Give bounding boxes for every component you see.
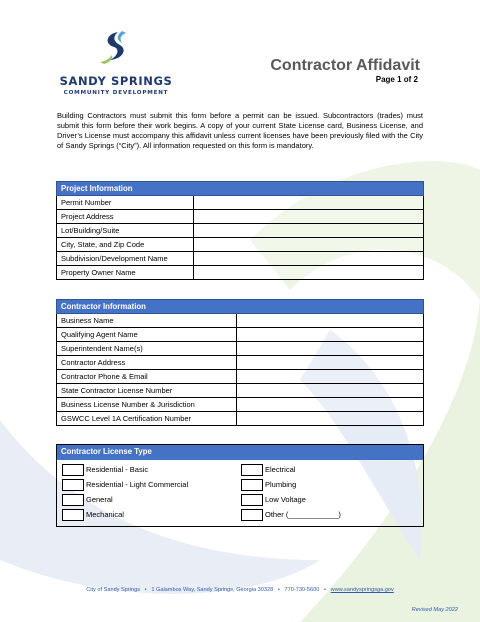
contractor-phone-email-field[interactable] <box>236 370 423 384</box>
project-address-field[interactable] <box>193 210 423 224</box>
table-row <box>57 196 424 210</box>
table-row <box>57 210 424 224</box>
field-label: Contractor Address <box>57 356 237 370</box>
checkbox[interactable] <box>62 479 84 491</box>
field-label: Permit Number <box>57 196 194 210</box>
checkbox[interactable] <box>241 494 263 506</box>
website-link[interactable]: www.sandyspringsga.gov <box>330 587 394 593</box>
field-label: Contractor Phone & Email <box>57 370 237 384</box>
license-type-section <box>56 444 424 527</box>
table-row <box>57 412 424 426</box>
footer <box>0 587 480 593</box>
lot-building-suite-field[interactable] <box>193 224 423 238</box>
qualifying-agent-field[interactable] <box>236 328 423 342</box>
checkbox[interactable] <box>62 509 84 521</box>
option-label: Mechanical <box>86 510 124 519</box>
superintendent-field[interactable] <box>236 342 423 356</box>
contractor-address-field[interactable] <box>236 356 423 370</box>
option-label: General <box>86 495 113 504</box>
table-row <box>57 238 424 252</box>
field-label: Business License Number & Jurisdiction <box>57 398 237 412</box>
brand-name: SANDY SPRINGS <box>59 74 173 88</box>
option-label: Other (____________) <box>265 510 341 519</box>
property-owner-field[interactable] <box>193 266 423 280</box>
footer-separator: • <box>277 587 280 593</box>
checkbox[interactable] <box>241 464 263 476</box>
sandy-springs-logo <box>56 30 176 100</box>
table-row <box>57 384 424 398</box>
field-label: Project Address <box>57 210 194 224</box>
footer-address: 1 Galambos Way, Sandy Springs, Georgia 30328 <box>151 587 274 593</box>
business-license-field[interactable] <box>236 398 423 412</box>
field-label: Subdivision/Development Name <box>57 252 194 266</box>
table-row <box>57 314 424 328</box>
footer-phone: 770-730-5600 <box>284 587 320 593</box>
option-label: Plumbing <box>265 480 297 489</box>
field-label: Qualifying Agent Name <box>57 328 237 342</box>
option-label: Residential - Light Commercial <box>86 480 189 489</box>
table-row <box>57 370 424 384</box>
logo-mark-icon <box>96 30 132 66</box>
city-state-zip-field[interactable] <box>193 238 423 252</box>
intro-paragraph: Building Contractors must submit this form before a permit can be issued. Subcontractors (trades) must submit this form before their work begins. A copy of your current State License card, Business License, and Driver’s License must accompany this affidavit unless current licenses have been previously filed with the City of Sandy Springs (“City”). All information requested on this form is mandatory. <box>57 111 423 150</box>
table-row <box>57 398 424 412</box>
business-name-field[interactable] <box>236 314 423 328</box>
table-row <box>57 356 424 370</box>
option-label: Residential - Basic <box>86 465 149 474</box>
field-label: Property Owner Name <box>57 266 194 280</box>
subdivision-name-field[interactable] <box>193 252 423 266</box>
page-number: Page 1 of 2 <box>375 75 418 84</box>
field-label: Business Name <box>57 314 237 328</box>
field-label: State Contractor License Number <box>57 384 237 398</box>
table-row <box>57 266 424 280</box>
table-row <box>57 252 424 266</box>
table-row <box>57 224 424 238</box>
table-row <box>57 328 424 342</box>
option-label: Low Voltage <box>265 495 306 504</box>
checkbox[interactable] <box>62 494 84 506</box>
footer-separator: • <box>324 587 326 593</box>
field-label: Superintendent Name(s) <box>57 342 237 356</box>
field-label: GSWCC Level 1A Certification Number <box>57 412 237 426</box>
section-heading: Contractor Information <box>57 300 424 314</box>
checkbox[interactable] <box>62 464 84 476</box>
section-heading: Project Information <box>57 182 424 196</box>
section-heading: Contractor License Type <box>57 445 423 460</box>
footer-city: City of Sandy Springs <box>86 587 140 593</box>
field-label: Lot/Building/Suite <box>57 224 194 238</box>
contractor-information-table <box>56 299 424 426</box>
checkbox[interactable] <box>241 509 263 521</box>
gswcc-certification-field[interactable] <box>236 412 423 426</box>
permit-number-field[interactable] <box>193 196 423 210</box>
footer-separator: • <box>144 587 147 593</box>
brand-subtitle: COMMUNITY DEVELOPMENT <box>63 90 169 96</box>
table-row <box>57 342 424 356</box>
checkbox[interactable] <box>241 479 263 491</box>
project-information-table <box>56 181 424 280</box>
option-label: Electrical <box>265 465 296 474</box>
page-title: Contractor Affidavit <box>270 57 420 74</box>
field-label: City, State, and Zip Code <box>57 238 194 252</box>
revised-date: Revised May 2022 <box>411 607 458 613</box>
state-license-field[interactable] <box>236 384 423 398</box>
